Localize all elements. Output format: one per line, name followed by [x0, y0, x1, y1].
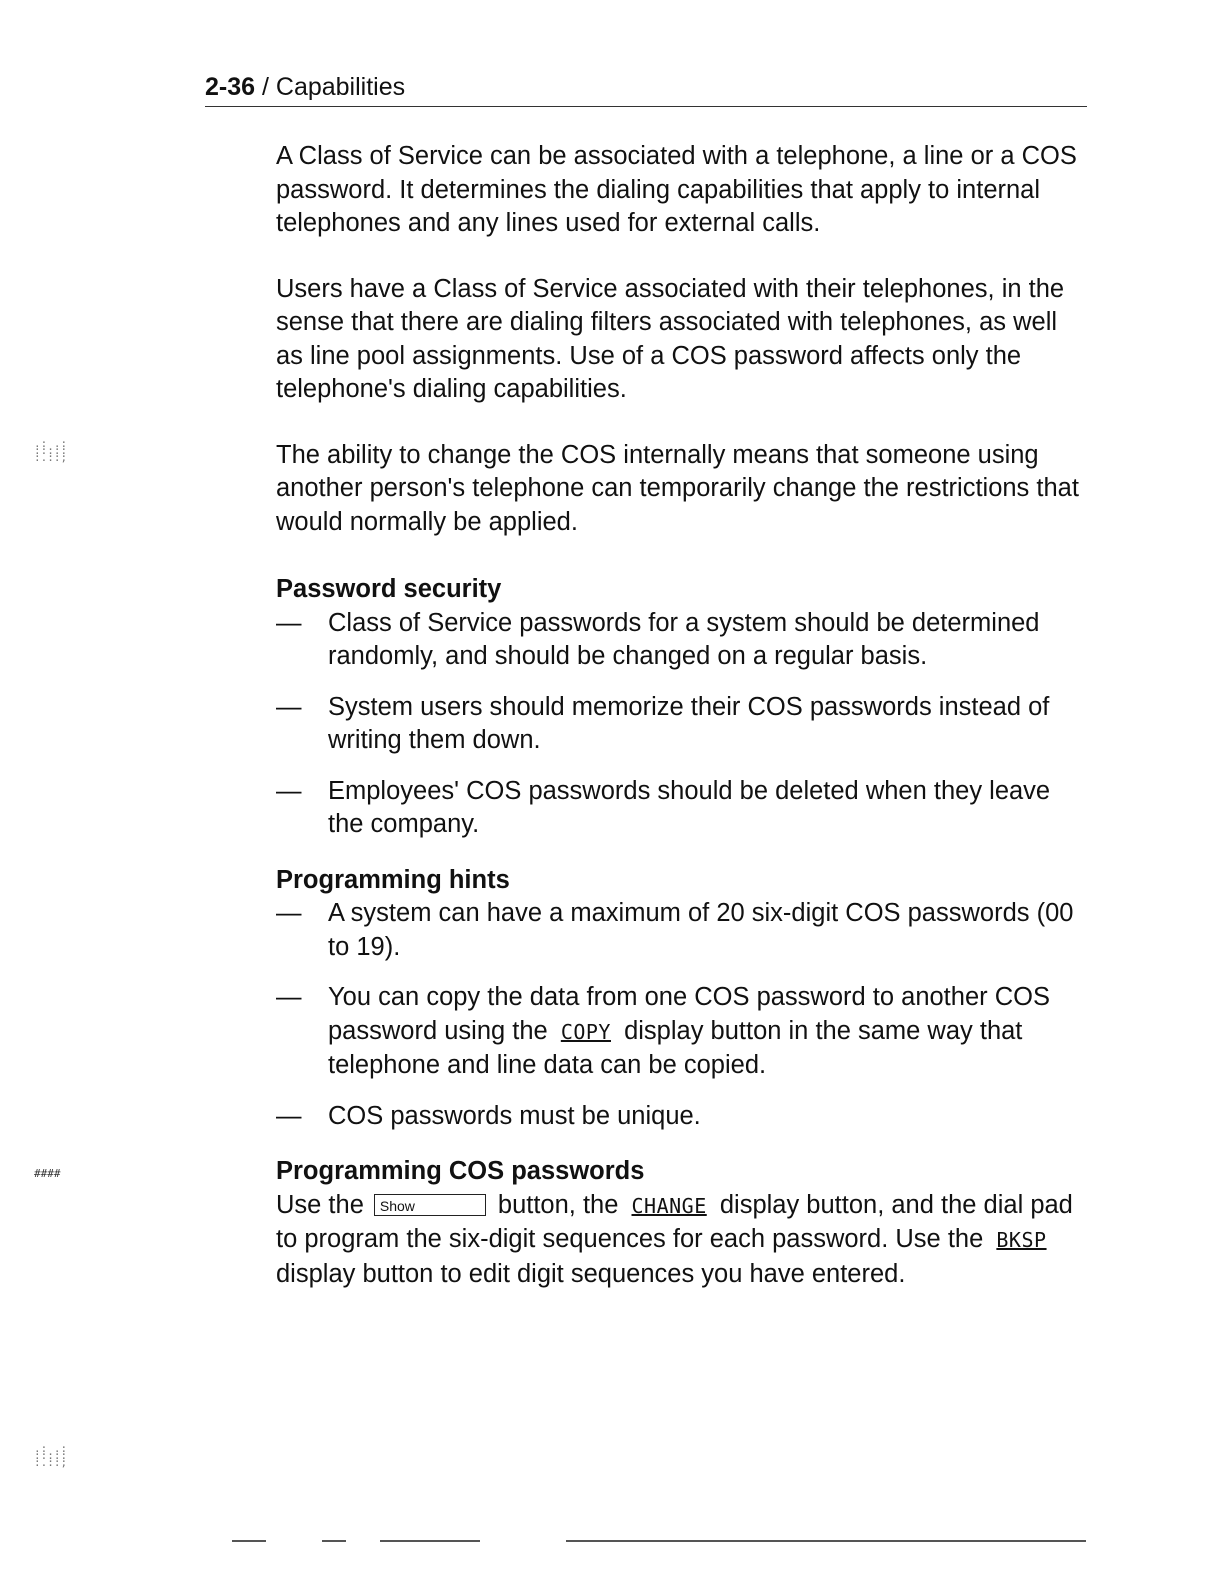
list-item — [276, 1100, 1086, 1134]
list-item — [276, 897, 1086, 964]
cos-text-1: Use the — [276, 1190, 364, 1219]
dash-bullet: — — [276, 899, 302, 927]
intro-paragraph-1: A Class of Service can be associated with a telephone, a line or a COS password. It determines the dialing capabilities that apply to internal telephones and any lines used for external calls. — [276, 142, 1077, 237]
scan-speckle-1: .: .: ::::: :.::; — [34, 437, 68, 464]
scan-speckle-2: #### — [34, 1167, 61, 1180]
list-item — [276, 607, 1086, 674]
password-security-heading: Password security — [276, 575, 502, 603]
programming-hints-list — [276, 897, 1086, 1133]
dash-bullet: — — [276, 983, 302, 1011]
change-display-key: CHANGE — [631, 1193, 707, 1218]
programming-cos-heading: Programming COS passwords — [276, 1157, 645, 1185]
footer-dash — [232, 1540, 266, 1542]
page-header — [205, 70, 1087, 107]
intro-paragraph-2: Users have a Class of Service associated with their telephones, in the sense that there are dialing filters associated with telephones, as well as line pool assignments. Use of a COS password affects only the telephone's dialing capabilities. — [276, 274, 1065, 403]
list-item — [276, 981, 1086, 1083]
list-item — [276, 691, 1086, 758]
footer-dash — [322, 1540, 346, 1542]
list-item-text: System users should memorize their COS passwords instead of writing them down. — [328, 692, 1050, 754]
list-item — [276, 775, 1086, 842]
dash-bullet: — — [276, 1101, 302, 1130]
list-item-text-a: You can copy the data from one COS password to another COS password using the — [328, 983, 1050, 1045]
programming-cos-paragraph — [276, 1189, 1086, 1292]
list-item-text: Employees' COS passwords should be deleted when they leave the company. — [328, 776, 1051, 838]
intro-paragraph-3: The ability to change the COS internally means that someone using another person's telephone can temporarily change the restrictions that would normally be applied. — [276, 440, 1079, 536]
copy-display-key: COPY — [560, 1019, 611, 1044]
cos-text-2: button, the — [497, 1190, 619, 1219]
footer-dash — [380, 1540, 480, 1542]
list-item-text: A system can have a maximum of 20 six-digit COS passwords (00 to 19). — [328, 899, 1074, 961]
cos-text-4: display button to edit digit sequences you have entered. — [276, 1259, 906, 1288]
list-item-text-b: display button in the same way that telephone and line data can be copied. — [328, 1016, 1023, 1079]
list-item-text: Class of Service passwords for a system should be determined randomly, and should be changed on a regular basis. — [328, 608, 1040, 670]
dash-bullet: — — [276, 608, 302, 637]
header-separator: / — [255, 73, 276, 101]
scan-speckle-3: .: .: ::::: :.::; — [34, 1442, 68, 1469]
show-key-icon: Show — [374, 1194, 486, 1216]
bksp-display-key: BKSP — [996, 1228, 1047, 1252]
password-security-list — [276, 607, 1086, 842]
dash-bullet: — — [276, 692, 302, 721]
list-item-text: COS passwords must be unique. — [328, 1101, 701, 1130]
page-number: 2-36 — [205, 73, 256, 101]
programming-hints-heading: Programming hints — [276, 865, 510, 894]
page-body — [276, 140, 1086, 1291]
cos-text-3: display button, and the dial pad to program the six-digit sequences for each password. Use the — [276, 1190, 1073, 1253]
section-name: Capabilities — [275, 73, 406, 101]
footer-dash — [566, 1540, 1086, 1542]
dash-bullet: — — [276, 776, 302, 805]
footer-rule — [0, 1540, 1229, 1544]
